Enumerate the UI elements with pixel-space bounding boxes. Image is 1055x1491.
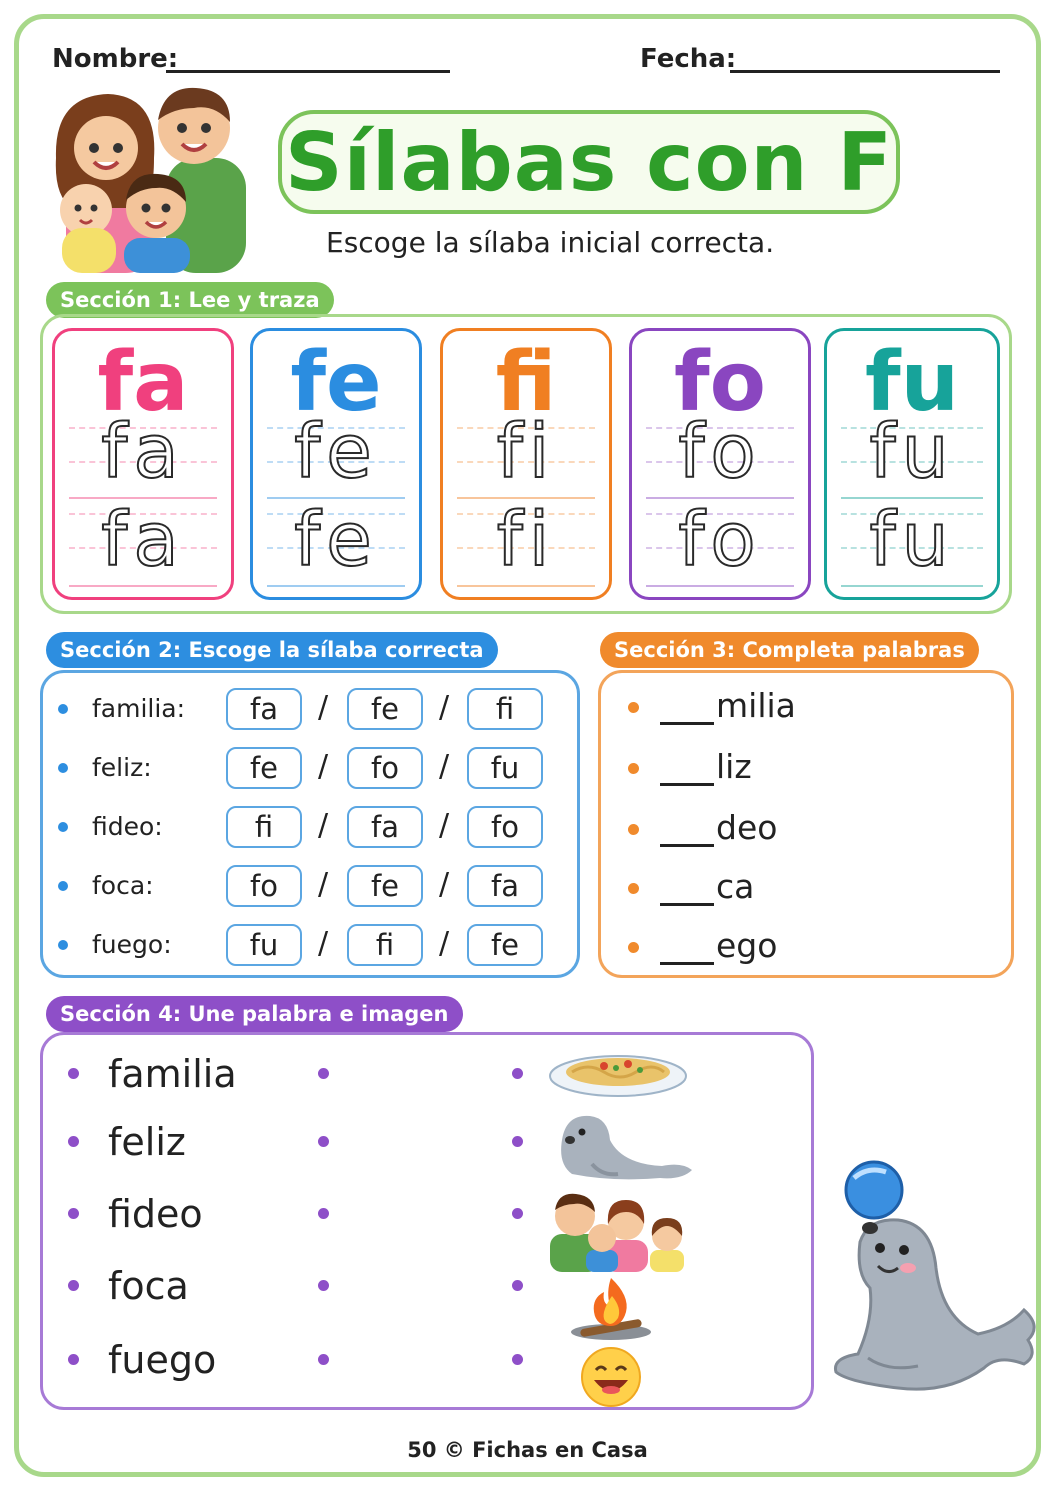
section2-word: familia: (92, 694, 186, 723)
match-word: fuego (108, 1338, 217, 1382)
word-ending: milia (716, 686, 796, 725)
match-word: familia (108, 1052, 237, 1096)
noodles-plate-icon[interactable] (548, 1046, 688, 1098)
syllable-option[interactable]: fo (347, 747, 423, 789)
family-icon[interactable] (546, 1186, 698, 1272)
bullet (68, 1354, 79, 1365)
word-match-dot[interactable] (318, 1280, 329, 1291)
syllable-option[interactable]: fu (226, 924, 302, 966)
date-label: Fecha: (640, 44, 737, 74)
section2-word: feliz: (92, 753, 152, 782)
trace-syllable-2[interactable]: fu (869, 497, 955, 583)
section4-tag (46, 996, 463, 1032)
word-match-dot[interactable] (318, 1068, 329, 1079)
bullet (58, 763, 68, 773)
section3-tag-label: Sección 3: Completa palabras (614, 638, 965, 662)
trace-syllable-2[interactable]: fo (678, 497, 762, 583)
blank-line[interactable] (660, 844, 714, 847)
blank-line[interactable] (660, 722, 714, 725)
picture-match-dot[interactable] (512, 1136, 523, 1147)
campfire-icon[interactable] (566, 1274, 656, 1344)
blank-line[interactable] (660, 903, 714, 906)
option-separator: / (439, 749, 450, 784)
option-separator: / (318, 867, 329, 902)
option-separator: / (318, 808, 329, 843)
syllable-card-fu (824, 328, 1000, 600)
syllable-option[interactable]: fa (467, 865, 543, 907)
blank-line[interactable] (660, 962, 714, 965)
section2-tag-label: Sección 2: Escoge la sílaba correcta (60, 638, 484, 662)
bullet (68, 1208, 79, 1219)
guide-line (69, 585, 217, 587)
match-word: foca (108, 1264, 189, 1308)
syllable-heading: fi (495, 335, 557, 430)
option-separator: / (439, 808, 450, 843)
syllable-option[interactable]: fi (347, 924, 423, 966)
section3-tag (600, 632, 979, 668)
name-line[interactable] (166, 70, 450, 73)
word-ending: deo (716, 808, 778, 847)
bullet (628, 824, 639, 835)
syllable-heading: fu (864, 335, 960, 430)
title-banner (278, 110, 900, 214)
bullet (68, 1136, 79, 1147)
bullet (68, 1280, 79, 1291)
option-separator: / (439, 690, 450, 725)
syllable-card-fi (440, 328, 612, 600)
word-match-dot[interactable] (318, 1354, 329, 1365)
bullet (58, 881, 68, 891)
seal-mascot-illustration (828, 1158, 1046, 1406)
section1-tag-label: Sección 1: Lee y traza (60, 288, 320, 312)
word-ending: ca (716, 867, 755, 906)
syllable-card-fe (250, 328, 422, 600)
syllable-heading: fe (290, 335, 382, 430)
seal-icon[interactable] (552, 1104, 698, 1184)
syllable-option[interactable]: fo (467, 806, 543, 848)
section1-tag (46, 282, 334, 318)
trace-syllable-1[interactable]: fa (101, 409, 185, 495)
option-separator: / (318, 926, 329, 961)
word-match-dot[interactable] (318, 1136, 329, 1147)
syllable-option[interactable]: fe (347, 688, 423, 730)
guide-line (646, 585, 794, 587)
syllable-option[interactable]: fa (347, 806, 423, 848)
blank-line[interactable] (660, 783, 714, 786)
picture-match-dot[interactable] (512, 1354, 523, 1365)
bullet (58, 704, 68, 714)
footer-credit: 50 © Fichas en Casa (407, 1438, 648, 1462)
syllable-option[interactable]: fi (226, 806, 302, 848)
bullet (58, 822, 68, 832)
word-ending: liz (716, 747, 752, 786)
trace-syllable-1[interactable]: fo (678, 409, 762, 495)
family-illustration (46, 78, 256, 273)
section2-word: fideo: (92, 812, 163, 841)
syllable-heading: fa (97, 335, 189, 430)
bullet (628, 883, 639, 894)
syllable-option[interactable]: fi (467, 688, 543, 730)
match-word: feliz (108, 1120, 186, 1164)
bullet (628, 942, 639, 953)
syllable-option[interactable]: fu (467, 747, 543, 789)
section2-word: fuego: (92, 930, 172, 959)
guide-line (457, 585, 595, 587)
syllable-option[interactable]: fo (226, 865, 302, 907)
option-separator: / (318, 690, 329, 725)
option-separator: / (318, 749, 329, 784)
picture-match-dot[interactable] (512, 1280, 523, 1291)
option-separator: / (439, 926, 450, 961)
instructions: Escoge la sílaba inicial correcta. (326, 226, 775, 259)
picture-match-dot[interactable] (512, 1208, 523, 1219)
picture-match-dot[interactable] (512, 1068, 523, 1079)
trace-syllable-2[interactable]: fa (101, 497, 185, 583)
trace-syllable-2[interactable]: fi (496, 497, 556, 583)
section3-panel (598, 670, 1014, 978)
guide-line (841, 585, 983, 587)
trace-syllable-1[interactable]: fe (294, 409, 378, 495)
trace-syllable-1[interactable]: fu (869, 409, 955, 495)
guide-line (267, 585, 405, 587)
trace-syllable-2[interactable]: fe (294, 497, 378, 583)
name-label: Nombre: (52, 44, 179, 74)
syllable-option[interactable]: fe (347, 865, 423, 907)
word-ending: ego (716, 926, 778, 965)
word-match-dot[interactable] (318, 1208, 329, 1219)
section2-tag (46, 632, 498, 668)
syllable-option[interactable]: fa (226, 688, 302, 730)
syllable-card-fo (629, 328, 811, 600)
syllable-option[interactable]: fe (226, 747, 302, 789)
happy-face-icon[interactable] (576, 1346, 646, 1408)
match-word: fideo (108, 1192, 203, 1236)
syllable-heading: fo (673, 335, 766, 430)
bullet (68, 1068, 79, 1079)
section2-word: foca: (92, 871, 154, 900)
syllable-option[interactable]: fe (467, 924, 543, 966)
page-title: Sílabas con F (285, 115, 893, 209)
option-separator: / (439, 867, 450, 902)
date-line[interactable] (730, 70, 1000, 73)
syllable-card-fa (52, 328, 234, 600)
bullet (628, 763, 639, 774)
bullet (58, 940, 68, 950)
section4-tag-label: Sección 4: Une palabra e imagen (60, 1002, 449, 1026)
trace-syllable-1[interactable]: fi (496, 409, 556, 495)
bullet (628, 702, 639, 713)
